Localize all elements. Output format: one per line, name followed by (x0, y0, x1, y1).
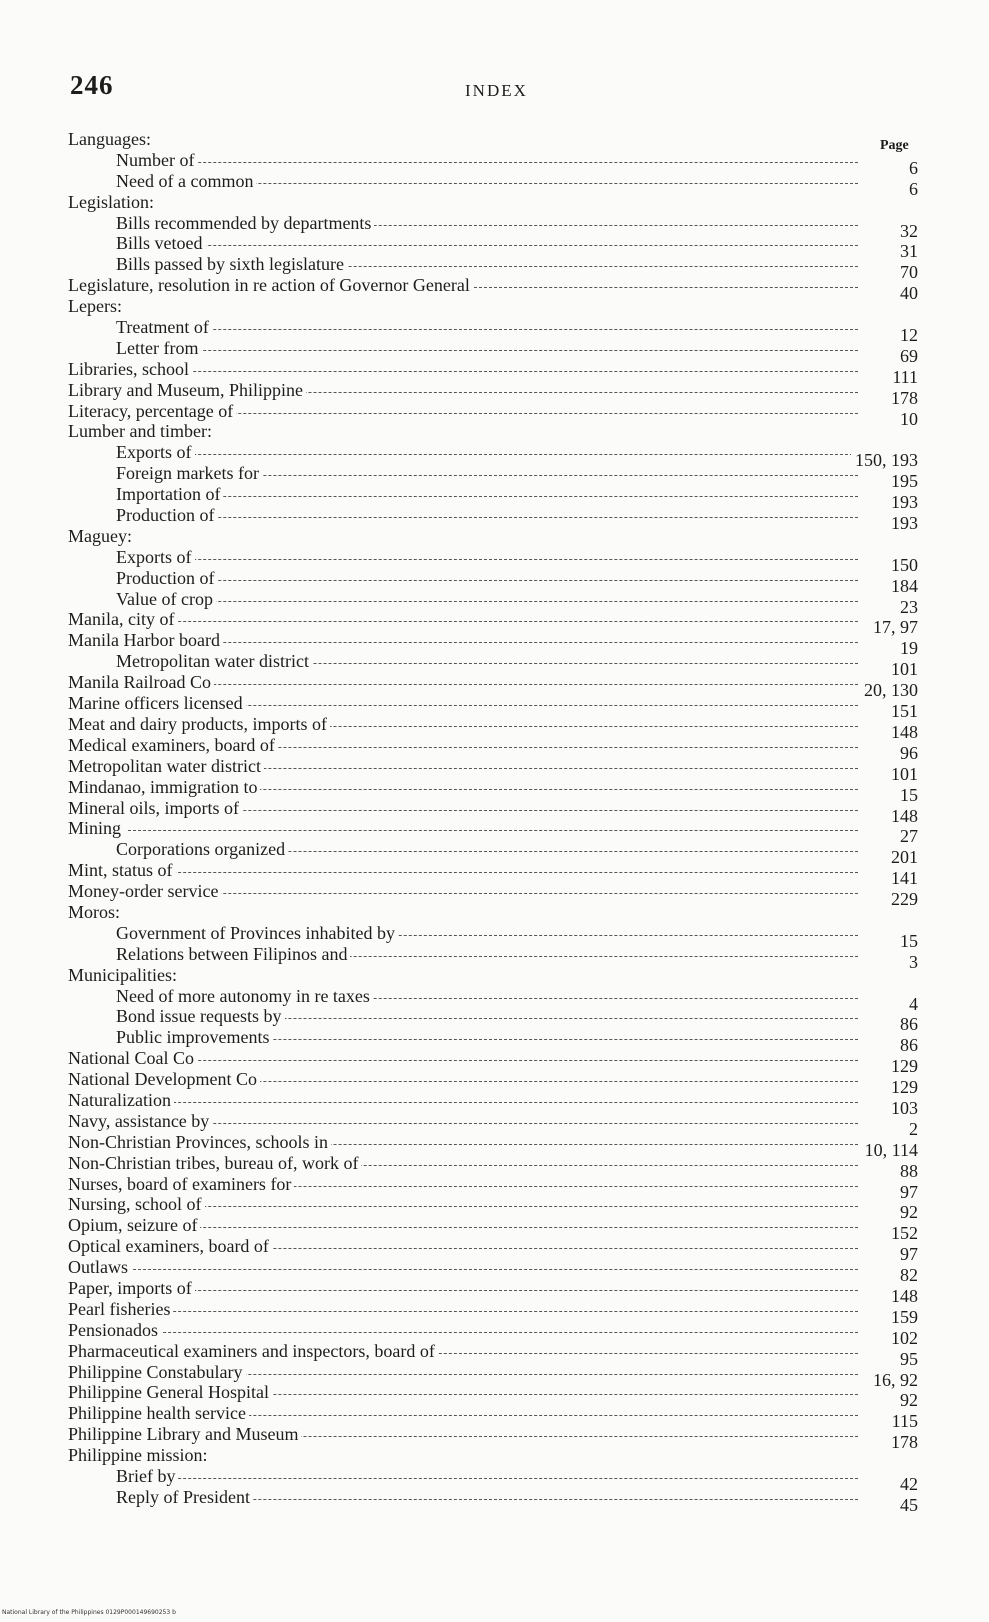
index-entry-text: Bills recommended by departments (68, 213, 374, 233)
index-entry-page: 45 (896, 1495, 918, 1516)
index-entry-page: 150, 193 (851, 450, 918, 471)
index-entry (68, 1257, 918, 1286)
index-entry (68, 1277, 918, 1306)
index-entry-page: 20, 130 (860, 680, 918, 701)
index-entry-text: Pensionados (68, 1320, 161, 1340)
index-entry-text: Philippine General Hospital (68, 1382, 272, 1402)
dot-leader (128, 642, 858, 643)
index-entry-page: 70 (896, 262, 918, 283)
index-entry-text: Metropolitan water district (68, 756, 264, 776)
dot-leader (128, 621, 858, 622)
index-entry (68, 1027, 918, 1056)
index-entry-text: Government of Provinces inhabited by (68, 923, 398, 943)
index-entry (68, 1466, 918, 1494)
index-entry-text: Lepers: (68, 296, 125, 316)
index-entry-text: Production of (68, 505, 218, 525)
index-entry-text: Nursing, school of (68, 1194, 205, 1214)
index-entry (68, 839, 918, 868)
index-entry-page: 42 (896, 1474, 918, 1495)
index-entry-text: Mint, status of (68, 860, 176, 880)
index-entry-page: 195 (887, 471, 918, 492)
index-entry-page: 102 (887, 1328, 918, 1349)
index-entry-page: 15 (896, 931, 918, 952)
index-entry (68, 588, 918, 617)
index-entry (68, 1319, 918, 1348)
index-entry-page: 159 (887, 1307, 918, 1328)
index-entry (68, 129, 918, 150)
index-entry (68, 1069, 918, 1098)
index-entry-page: 141 (887, 868, 918, 889)
index-entry (68, 1048, 918, 1077)
index-entry-page: 152 (887, 1223, 918, 1244)
dot-leader (128, 350, 858, 351)
index-entry-page: 148 (887, 1286, 918, 1307)
index-entry-page: 229 (887, 889, 918, 910)
page-number: 246 (70, 70, 114, 100)
index-entry (68, 1215, 918, 1244)
index-entry (68, 526, 918, 547)
dot-leader (128, 893, 858, 894)
index-entry-text: Number of (68, 150, 197, 170)
index-entry (68, 1089, 918, 1118)
index-entry-text: Maguey: (68, 526, 135, 546)
index-entry-page: 23 (896, 597, 918, 618)
index-entry (68, 922, 918, 951)
index-entry (68, 337, 918, 366)
index-entry (68, 1006, 918, 1035)
index-entry (68, 1340, 918, 1369)
index-entry-page: 103 (887, 1098, 918, 1119)
index-entry-text: Foreign markets for (68, 463, 262, 483)
index-entry-text: Mining (68, 818, 124, 838)
index-entry-text: Importation of (68, 484, 223, 504)
index-entry-text: Philippine Constabulary (68, 1362, 246, 1382)
index-entry (68, 1486, 918, 1515)
index-entry (68, 1403, 918, 1432)
dot-leader (128, 872, 858, 873)
index-entry-page: 115 (888, 1411, 918, 1432)
index-entry (68, 755, 918, 784)
index-entry-text: Marine officers licensed (68, 693, 246, 713)
index-entry-page: 97 (896, 1182, 918, 1203)
dot-leader (128, 684, 858, 685)
index-entry-text: Mineral oils, imports of (68, 798, 242, 818)
dot-leader (128, 580, 858, 581)
index-entry (68, 943, 918, 972)
index-entry-text: Letter from (68, 338, 201, 358)
index-entry-page: 148 (887, 722, 918, 743)
index-entry-page: 2 (905, 1119, 918, 1140)
index-entry (68, 818, 918, 847)
index-entry-text: Philippine health service (68, 1403, 249, 1423)
index-entry-text: Legislature, resolution in re action of Governor General (68, 275, 473, 295)
index-entry-page: 10, 114 (861, 1140, 918, 1161)
index-entry-page: 178 (887, 388, 918, 409)
index-entry (68, 1110, 918, 1139)
index-entry-page: 201 (887, 847, 918, 868)
index-entry-text: Pharmaceutical examiners and inspectors, board of (68, 1341, 438, 1361)
index-entry-page: 17, 97 (869, 617, 918, 638)
dot-leader (128, 1227, 858, 1228)
index-entry (68, 1445, 918, 1466)
index-entry-page: 6 (905, 158, 918, 179)
index-entry (68, 797, 918, 826)
index-entry (68, 651, 918, 680)
index-entry (68, 254, 918, 283)
index-entry-page: 193 (887, 513, 918, 534)
index-entry-page: 151 (887, 701, 918, 722)
index-entry (68, 734, 918, 763)
index-entry-text: Mindanao, immigration to (68, 777, 260, 797)
running-head: INDEX (465, 81, 528, 100)
index-entry (68, 881, 918, 910)
index-entry (68, 400, 918, 429)
index-entry (68, 170, 918, 199)
index-entry (68, 693, 918, 722)
index-entry-text: Manila, city of (68, 609, 177, 629)
index-entry (68, 902, 918, 923)
index-entry-text: Bond issue requests by (68, 1006, 285, 1026)
index-entry-text: Production of (68, 568, 218, 588)
index-entry-page: 27 (896, 826, 918, 847)
dot-leader (128, 1102, 858, 1103)
index-entry (68, 1152, 918, 1181)
index-entry-text: National Coal Co (68, 1048, 197, 1068)
index-entry (68, 985, 918, 1014)
index-entry-page: 96 (896, 743, 918, 764)
index-entry-page: 86 (896, 1014, 918, 1035)
index-entry (68, 1173, 918, 1202)
index-entry-page: 95 (896, 1349, 918, 1370)
index-entry-text: Public improvements (68, 1027, 272, 1047)
index-entry-page: 15 (896, 785, 918, 806)
index-entry-page: 101 (887, 659, 918, 680)
index-entry (68, 1382, 918, 1411)
index-entry-page: 150 (887, 555, 918, 576)
index-entry-text: Medical examiners, board of (68, 735, 278, 755)
footer-scan-label: National Library of the Philippines 0129P000149690253 b (2, 1609, 176, 1616)
index-entry (68, 546, 918, 575)
index-entry (68, 1361, 918, 1390)
index-entry-page: 19 (896, 638, 918, 659)
index-entry (68, 358, 918, 387)
dot-leader (128, 413, 858, 414)
index-entry (68, 296, 918, 317)
index-entry-page: 6 (905, 179, 918, 200)
index-entry-text: Treatment of (68, 317, 212, 337)
index-entry-text: Legislation: (68, 192, 157, 212)
index-entry-text: Non-Christian tribes, bureau of, work of (68, 1153, 361, 1173)
index-entry (68, 1298, 918, 1327)
index-entry-text: Philippine mission: (68, 1445, 211, 1465)
index-entry-text: Manila Railroad Co (68, 672, 214, 692)
index-entry-text: Philippine Library and Museum (68, 1424, 301, 1444)
index-entry-text: Corporations organized (68, 839, 288, 859)
index-entry-text: Optical examiners, board of (68, 1236, 272, 1256)
index-entry-text: Languages: (68, 129, 154, 149)
index-entry-page: 88 (896, 1161, 918, 1182)
index-entry-page: 97 (896, 1244, 918, 1265)
dot-leader (128, 1478, 858, 1479)
index-entry-page: 40 (896, 283, 918, 304)
index-entry-page: 12 (896, 325, 918, 346)
index-entry (68, 713, 918, 742)
index-entry (68, 567, 918, 596)
index-entry-text: Bills vetoed (68, 233, 206, 253)
dot-leader (128, 517, 858, 518)
dot-leader (128, 601, 858, 602)
index-entry-text: Manila Harbor board (68, 630, 223, 650)
index-entry-page: 32 (896, 221, 918, 242)
index-entry (68, 233, 918, 262)
dot-leader (128, 329, 858, 330)
index-entry (68, 776, 918, 805)
index-entry (68, 192, 918, 213)
index-entry-text: Relations between Filipinos and (68, 944, 350, 964)
index-entry (68, 1131, 918, 1160)
index-entry-text: Exports of (68, 442, 195, 462)
index-entry-text: Paper, imports of (68, 1278, 195, 1298)
index-entry-text: Brief by (68, 1466, 178, 1486)
index-entry-text: Opium, seizure of (68, 1215, 200, 1235)
index-entry-page: 92 (896, 1202, 918, 1223)
dot-leader (128, 559, 858, 560)
index-entry-page: 16, 92 (869, 1370, 918, 1391)
index-entry-page: 3 (905, 952, 918, 973)
index-entry-page: 111 (888, 367, 918, 388)
index-entry (68, 609, 918, 638)
index-entry-text: Non-Christian Provinces, schools in (68, 1132, 331, 1152)
index-entry (68, 1236, 918, 1265)
index-entry-page: 31 (896, 241, 918, 262)
index-entry (68, 965, 918, 986)
index-entry-text: Bills passed by sixth legislature (68, 254, 347, 274)
index-entry-text: Money-order service (68, 881, 221, 901)
index-entry-text: Moros: (68, 902, 123, 922)
dot-leader (128, 496, 858, 497)
index-entry-page: 4 (905, 994, 918, 1015)
index-entry (68, 442, 918, 471)
index-entry (68, 1194, 918, 1223)
index-entry-text: Nurses, board of examiners for (68, 1174, 294, 1194)
index-entry-text: Outlaws (68, 1257, 131, 1277)
index-entry-text: Pearl fisheries (68, 1299, 173, 1319)
index-entry (68, 463, 918, 492)
index-entry-page: 129 (887, 1077, 918, 1098)
index-entry-text: Literacy, percentage of (68, 401, 236, 421)
dot-leader (128, 1290, 858, 1291)
index-entry-page: 148 (887, 806, 918, 827)
index-entry (68, 672, 918, 701)
index-entry-page: 129 (887, 1056, 918, 1077)
dot-leader (128, 830, 858, 831)
dot-leader (128, 245, 858, 246)
index-entry (68, 505, 918, 534)
dot-leader (128, 1206, 858, 1207)
index-entry-text: Meat and dairy products, imports of (68, 714, 330, 734)
index-entry-text: Naturalization (68, 1090, 174, 1110)
dot-leader (128, 162, 858, 163)
index-entry-page: 82 (896, 1265, 918, 1286)
dot-leader (128, 1123, 858, 1124)
index-entry-text: Navy, assistance by (68, 1111, 212, 1131)
index-entry (68, 149, 918, 178)
index-entry (68, 421, 918, 442)
index-entry-text: Municipalities: (68, 965, 180, 985)
index-entry (68, 212, 918, 241)
index-entry-page: 92 (896, 1390, 918, 1411)
dot-leader (128, 1060, 858, 1061)
dot-leader (128, 371, 858, 372)
index-entry-page: 178 (887, 1432, 918, 1453)
index-entry-text: Lumber and timber: (68, 421, 215, 441)
index-entry-text: Library and Museum, Philippine (68, 380, 306, 400)
index-entry-page: 10 (896, 409, 918, 430)
index-entry-text: Need of more autonomy in re taxes (68, 986, 373, 1006)
index-entry-page: 69 (896, 346, 918, 367)
index-entry (68, 484, 918, 513)
dot-leader (128, 1269, 858, 1270)
index-entry-text: Value of crop (68, 589, 216, 609)
index-entry-page: 86 (896, 1035, 918, 1056)
index-entry (68, 317, 918, 346)
index-entry-text: National Development Co (68, 1069, 260, 1089)
dot-leader (128, 1332, 858, 1333)
index-list (68, 129, 918, 1515)
index-entry-page: 101 (887, 764, 918, 785)
index-entry-text: Need of a common (68, 171, 256, 191)
index-entry (68, 860, 918, 889)
index-entry-page: 193 (887, 492, 918, 513)
page-column-label: Page (880, 138, 909, 153)
index-entry-text: Libraries, school (68, 359, 192, 379)
index-entry-page: 184 (887, 576, 918, 597)
index-entry (68, 379, 918, 408)
index-entry-text: Reply of President (68, 1487, 253, 1507)
index-entry (68, 275, 918, 304)
dot-leader (128, 1311, 858, 1312)
dot-leader (128, 454, 858, 455)
index-entry (68, 630, 918, 659)
index-entry-text: Exports of (68, 547, 195, 567)
index-entry (68, 1424, 918, 1453)
index-entry-text: Metropolitan water district (68, 651, 312, 671)
